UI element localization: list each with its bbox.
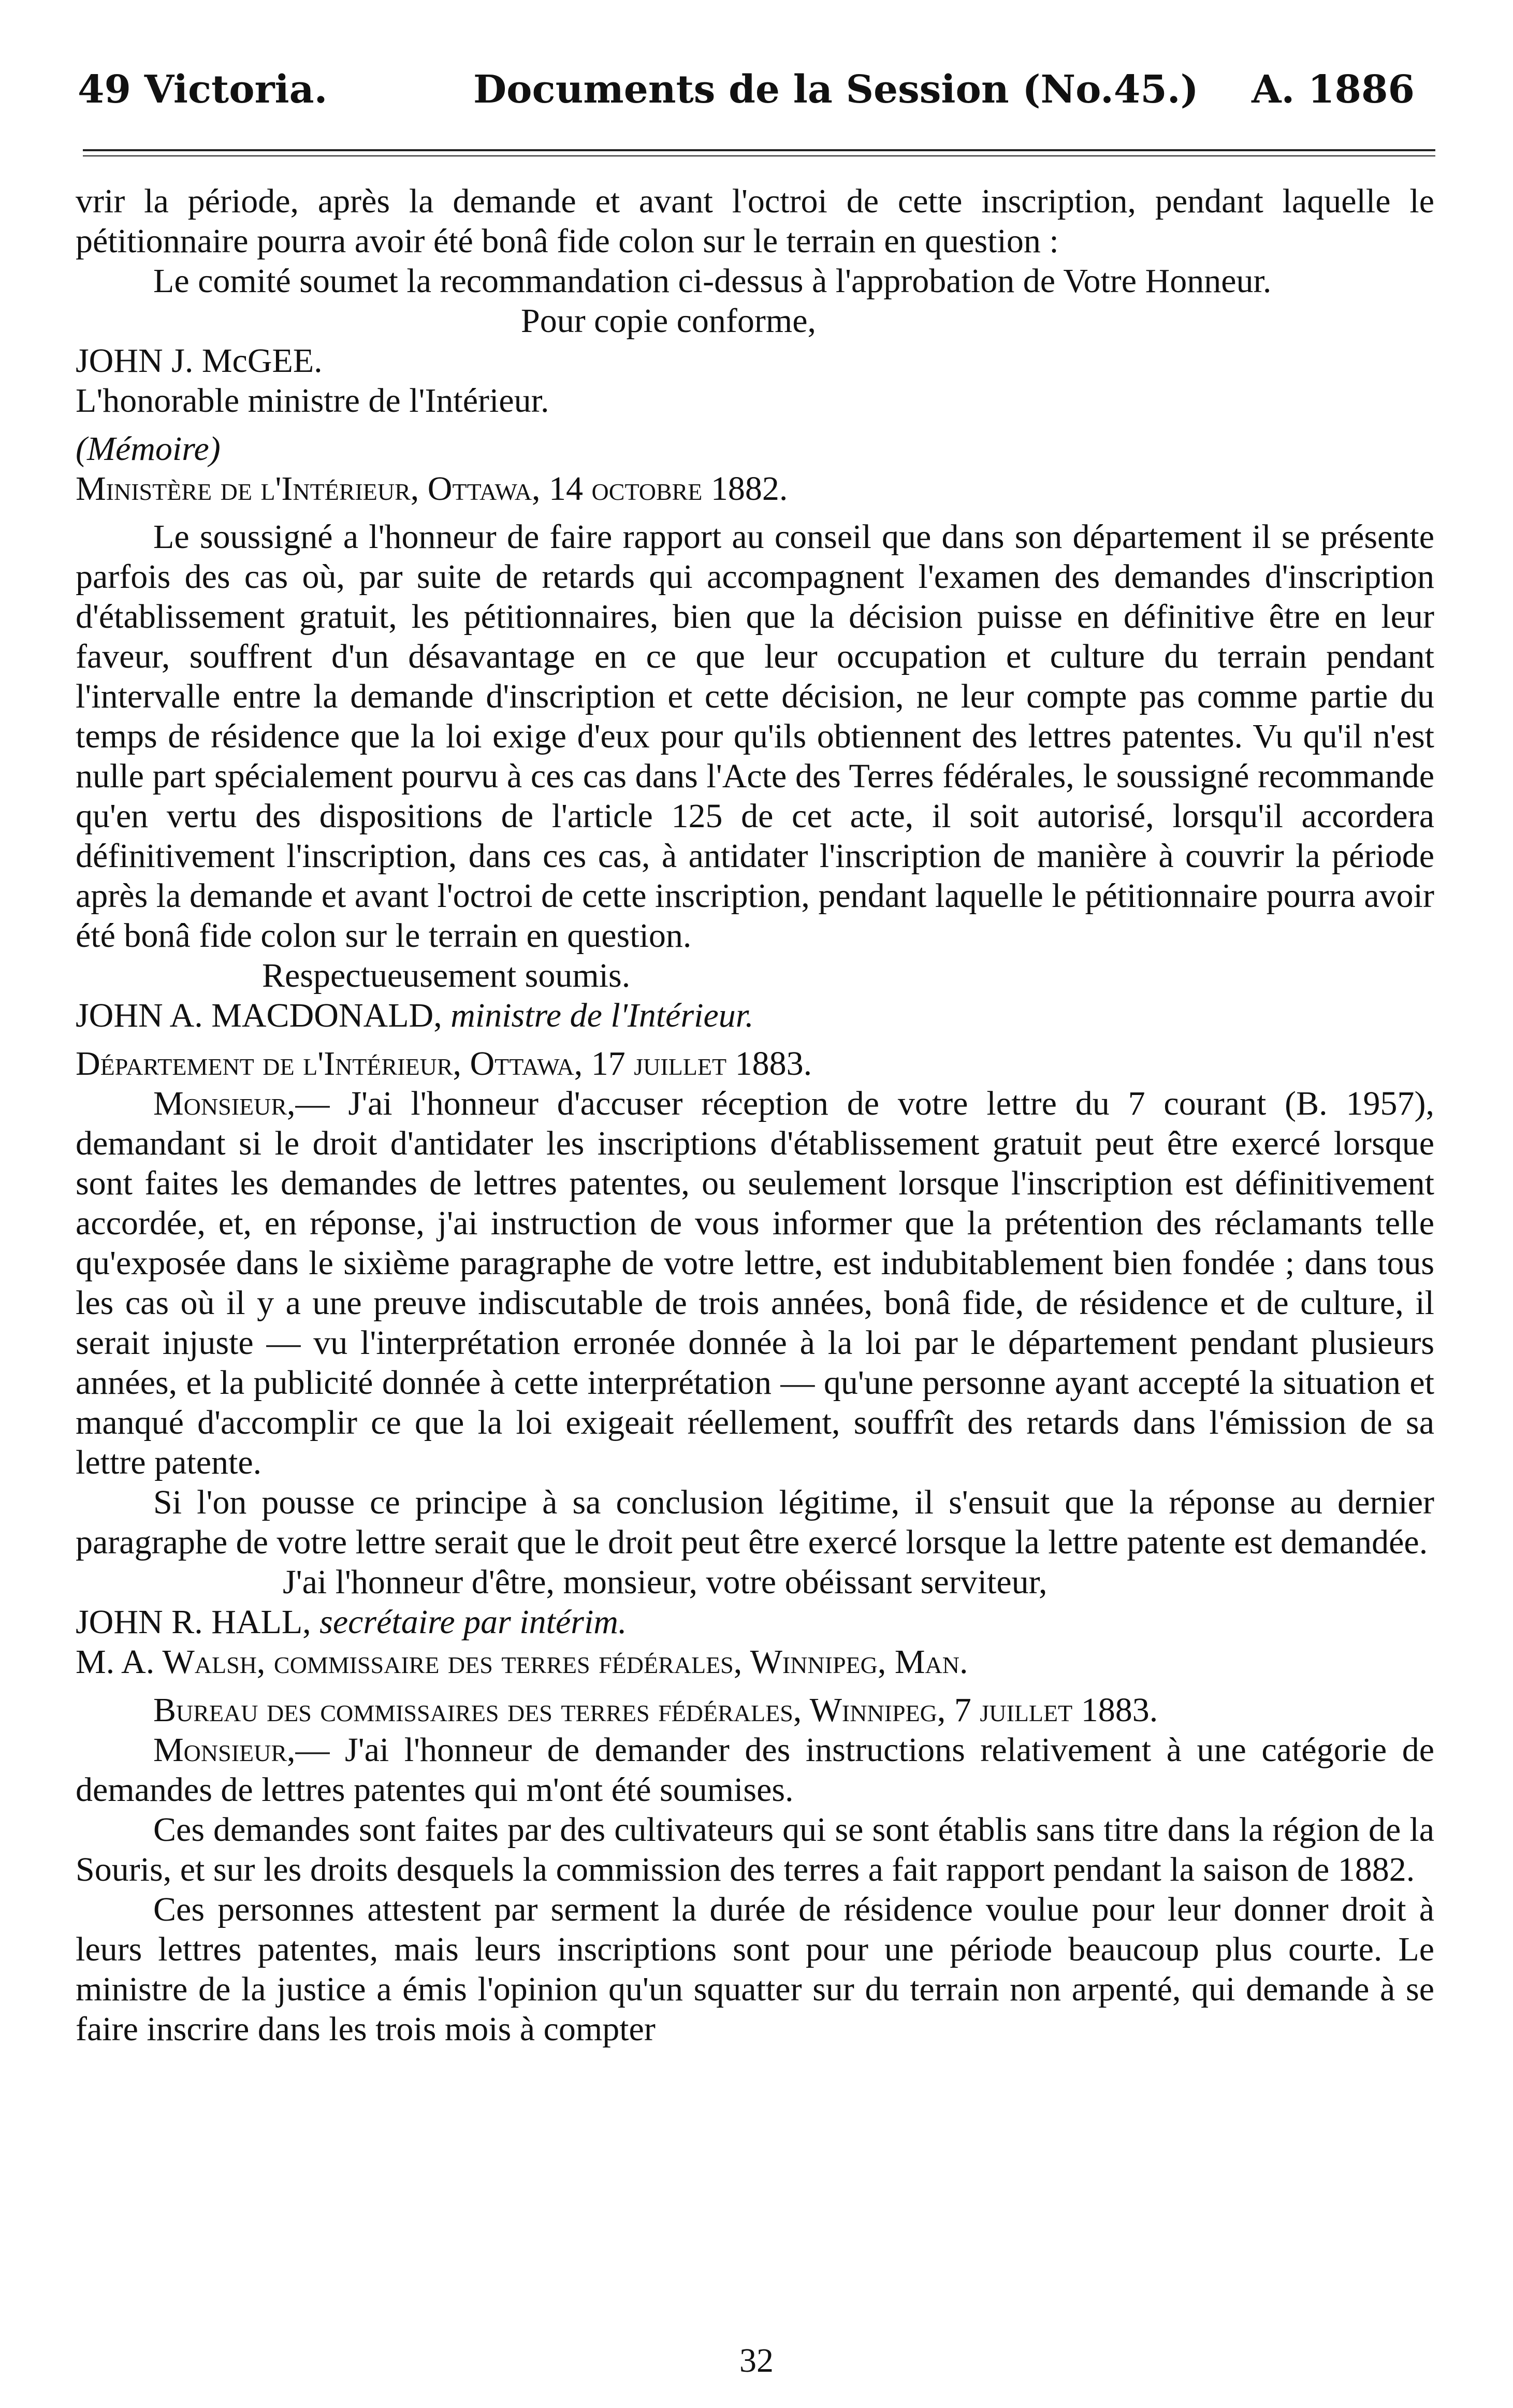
paragraph-oath: Ces personnes attestent par serment la durée de résidence voulue pour leur donner droit à leurs lettres patentes, mais leurs inscriptions sont pour une période beaucoup plus courte. Le ministre de la justice a émis l'opinion qu'un squatter sur du terrain non arpenté, qui demande à se faire inscrire dans les trois mois à compter: [76, 1891, 1434, 2048]
addressee-minister: L'honorable ministre de l'Intérieur.: [76, 382, 549, 420]
paragraph-report: Le soussigné a l'honneur de faire rapport au conseil que dans son département il se présente parfois des cas où, par suite de retards qui accompagnent l'examen des demandes d'inscription d'établissement gratuit, les pétitionnaires, bien que la décision puisse en définitive être en leur faveur, souffrent d'un désavantage en ce que leur occupation et culture du terrain pendant l'intervalle entre la demande d'inscription et cette décision, ne leur compte pas comme partie du temps de résidence que la loi exige d'eux pour qu'ils obtiennent des lettres patentes. Vu qu'il n'est nulle part spécialement pourvu à ces cas dans l'Acte des Terres fédérales, le soussigné recommande qu'en vertu des dispositions de l'article 125 de cet acte, il soit autorisé, lorsqu'il accordera définitivement l'inscription, dans ces cas, à antidater l'inscription de manière à couvrir la période après la demande et avant l'octroi de cette inscription, pendant laquelle le pétitionnaire pourra avoir été bonâ fide colon sur le terrain en question.: [76, 518, 1434, 955]
spacer: [76, 421, 1434, 429]
paragraph-committee: Le comité soumet la recommandation ci-dessus à l'approbation de Votre Honneur.: [153, 262, 1272, 300]
header-year: A. 1886: [1252, 67, 1415, 112]
respect-line: Respectueusement soumis.: [262, 957, 631, 994]
signature-mcgee: JOHN J. McGEE.: [76, 342, 323, 380]
paragraph-continuation: vrir la période, après la demande et avant l'octroi de cette inscription, pendant laquelle le pétitionnaire pourra avoir été bonâ fide colon sur le terrain en question :: [76, 182, 1434, 260]
document-body: [76, 181, 1434, 2049]
closing-line: J'ai l'honneur d'être, monsieur, votre obéissant serviteur,: [283, 1563, 1048, 1601]
paragraph-souris: Ces demandes sont faites par des cultivateurs qui se sont établis sans titre dans la région de la Souris, et sur les droits desquels la commission des terres a fait rapport pendant la saison de 1882.: [76, 1811, 1434, 1888]
hall-title: secrétaire par intérim.: [319, 1603, 627, 1641]
paragraph-request: [76, 1730, 1434, 1810]
signature-macdonald: [76, 996, 1434, 1035]
header-volume: 49 Victoria.: [78, 67, 328, 112]
addressee-walsh: M. A. Walsh, commissaire des terres fédérales, Winnipeg, Man.: [76, 1643, 968, 1681]
dateline-1882: Ministère de l'Intérieur, Ottawa, 14 octobre 1882.: [76, 470, 788, 508]
header-title: Documents de la Session (No.45.): [473, 67, 1199, 112]
dateline-1883-ottawa: Département de l'Intérieur, Ottawa, 17 juillet 1883.: [76, 1045, 812, 1083]
salutation: Monsieur,: [153, 1731, 296, 1769]
hall-name: JOHN R. HALL,: [76, 1603, 311, 1641]
macdonald-name: JOHN A. MACDONALD,: [76, 997, 442, 1034]
page-number: 32: [739, 2342, 774, 2380]
signature-hall: [76, 1602, 1434, 1642]
macdonald-title: ministre de l'Intérieur.: [450, 997, 754, 1034]
copy-line: Pour copie conforme,: [521, 302, 816, 340]
spacer: [76, 1682, 1434, 1690]
header-rule-thin: [83, 155, 1435, 156]
request-text: — J'ai l'honneur de demander des instructions relativement à une catégorie de demandes de lettres patentes qui m'ont été soumises.: [76, 1731, 1434, 1809]
paragraph-reply: [76, 1084, 1434, 1482]
salutation: Monsieur,: [153, 1085, 296, 1122]
spacer: [76, 509, 1434, 517]
page-header: [78, 67, 1435, 124]
dateline-1883-winnipeg: Bureau des commissaires des terres fédérales, Winnipeg, 7 juillet 1883.: [153, 1691, 1158, 1729]
header-rule: [83, 149, 1435, 151]
memoire-text: (Mémoire): [76, 430, 221, 468]
spacer: [76, 1035, 1434, 1044]
reply-text: — J'ai l'honneur d'accuser réception de votre lettre du 7 courant (B. 1957), demandant si le droit d'antidater les inscriptions d'établissement gratuit peut être exercé lorsque sont faites les demandes de lettres patentes, ou seulement lorsque l'inscription est définitivement accordée, et, en réponse, j'ai instruction de vous informer que la prétention des réclamants telle qu'exposée dans le sixième paragraphe de votre lettre, est indubitablement bien fondée ; dans tous les cas où il y a une preuve indiscutable de trois années, bonâ fide, de résidence et de culture, il serait injuste — vu l'interprétation erronée donnée à la loi par le département pendant plusieurs années, et la publicité donnée à cette interprétation — qu'une personne ayant accepté la situation et manqué d'accomplir ce que la loi exigeait réellement, souffrît des retards dans l'émission de sa lettre patente.: [76, 1085, 1434, 1481]
paragraph-conclusion: Si l'on pousse ce principe à sa conclusion légitime, il s'ensuit que la réponse au dernier paragraphe de votre lettre serait que le droit peut être exercé lorsque la lettre patente est demandée.: [76, 1483, 1434, 1561]
memoire-label: [76, 429, 1434, 469]
